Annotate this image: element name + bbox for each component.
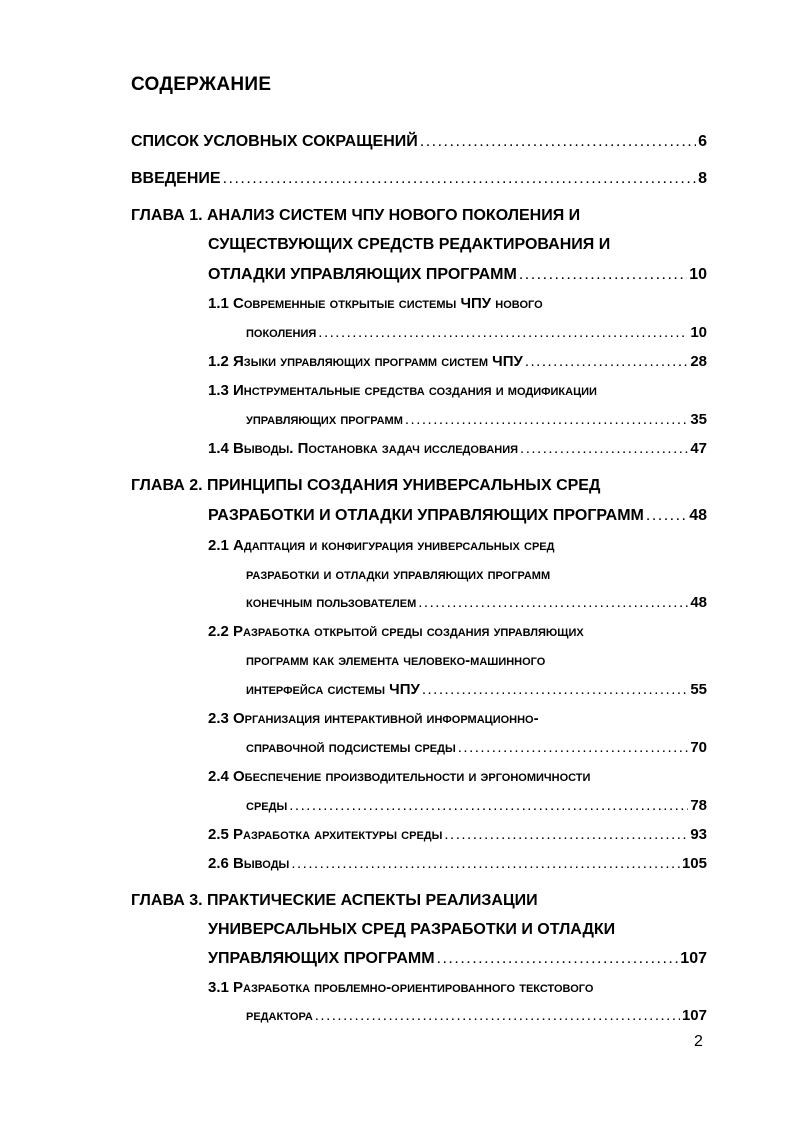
- toc-section-1-4[interactable]: [208, 440, 707, 457]
- page-title: СОДЕРЖАНИЕ: [131, 74, 272, 95]
- toc-section-2-4-line2[interactable]: [246, 797, 707, 814]
- toc-page-number: 10: [690, 324, 707, 341]
- toc-entry-introduction[interactable]: [131, 170, 707, 188]
- toc-entry-text: справочной подсистемы среды: [246, 739, 456, 756]
- toc-page-number: 28: [690, 353, 707, 370]
- toc-entry-text: конечным пользователем: [246, 594, 417, 611]
- toc-page-number: 8: [698, 170, 707, 187]
- leader-dots: [318, 324, 688, 341]
- toc-entry-text: управляющих программ: [246, 411, 403, 428]
- toc-entry-text: среды: [246, 797, 288, 814]
- leader-dots: [418, 594, 688, 611]
- leader-dots: [519, 266, 687, 284]
- toc-page-number: 35: [690, 411, 707, 428]
- toc-section-1-1-line1[interactable]: 1.1 Современные открытые системы ЧПУ нового: [208, 295, 543, 312]
- toc-section-2-1-line1[interactable]: 2.1 Адаптация и конфигурация универсальных сред: [208, 537, 555, 554]
- toc-section-3-1-line1[interactable]: 3.1 Разработка проблемно-ориентированного текстового: [208, 979, 594, 996]
- leader-dots: [405, 411, 688, 428]
- toc-page-number: 70: [690, 739, 707, 756]
- leader-dots: [525, 353, 688, 370]
- toc-chapter-1-line2[interactable]: СУЩЕСТВУЮЩИХ СРЕДСТВ РЕДАКТИРОВАНИЯ И: [208, 236, 611, 253]
- leader-dots: [646, 507, 687, 525]
- leader-dots: [291, 855, 680, 872]
- leader-dots: [289, 797, 688, 814]
- toc-entry-text: 1.2 Языки управляющих программ систем ЧПУ: [208, 353, 523, 370]
- page-number: 2: [694, 1033, 703, 1050]
- toc-page-number: 105: [681, 855, 707, 872]
- toc-page-number: 48: [690, 594, 707, 611]
- toc-chapter-2-line2[interactable]: [208, 507, 707, 525]
- leader-dots: [437, 950, 679, 968]
- toc-entry-text: интерфейса системы ЧПУ: [246, 681, 420, 698]
- toc-page-number: 6: [698, 133, 707, 150]
- toc-section-2-5[interactable]: [208, 826, 707, 843]
- toc-chapter-2-line1[interactable]: ГЛАВА 2. ПРИНЦИПЫ СОЗДАНИЯ УНИВЕРСАЛЬНЫХ СРЕД: [131, 477, 601, 494]
- toc-section-2-4-line1[interactable]: 2.4 Обеспечение производительности и эргономичности: [208, 768, 591, 785]
- toc-section-3-1-line2[interactable]: [246, 1007, 707, 1024]
- toc-section-2-1-line2[interactable]: разработки и отладки управляющих программ: [246, 566, 551, 583]
- toc-section-1-2[interactable]: [208, 353, 707, 370]
- toc-chapter-3-line1[interactable]: ГЛАВА 3. ПРАКТИЧЕСКИЕ АСПЕКТЫ РЕАЛИЗАЦИИ: [131, 892, 538, 909]
- toc-entry-text: 1.4 Выводы. Постановка задач исследования: [208, 440, 519, 457]
- leader-dots: [444, 826, 688, 843]
- toc-page-number: 10: [689, 266, 707, 283]
- toc-entry-text: СПИСОК УСЛОВНЫХ СОКРАЩЕНИЙ: [131, 133, 418, 150]
- toc-page-number: 107: [680, 950, 707, 967]
- leader-dots: [422, 681, 688, 698]
- toc-section-2-2-line2[interactable]: программ как элемента человеко-машинного: [246, 652, 546, 669]
- toc-section-2-6[interactable]: [208, 855, 707, 872]
- leader-dots: [420, 133, 696, 151]
- toc-chapter-3-line2[interactable]: УНИВЕРСАЛЬНЫХ СРЕД РАЗРАБОТКИ И ОТЛАДКИ: [208, 921, 616, 938]
- toc-page-number: 55: [690, 681, 707, 698]
- leader-dots: [458, 739, 689, 756]
- toc-page-number: 48: [689, 507, 707, 524]
- toc-section-2-3-line1[interactable]: 2.3 Организация интерактивной информационно-: [208, 710, 539, 727]
- toc-entry-text: 2.6 Выводы: [208, 855, 290, 872]
- toc-page-number: 93: [690, 826, 707, 843]
- toc-section-2-3-line2[interactable]: [246, 739, 707, 756]
- toc-entry-text: ВВЕДЕНИЕ: [131, 170, 221, 187]
- toc-entry-abbreviations[interactable]: [131, 133, 707, 151]
- toc-page-number: 47: [690, 440, 707, 457]
- leader-dots: [315, 1007, 680, 1024]
- toc-entry-text: редактора: [246, 1007, 313, 1024]
- toc-chapter-3-line3[interactable]: [208, 950, 707, 968]
- toc-section-2-2-line1[interactable]: 2.2 Разработка открытой среды создания управляющих: [208, 623, 584, 640]
- toc-entry-text: ОТЛАДКИ УПРАВЛЯЮЩИХ ПРОГРАММ: [208, 266, 517, 283]
- toc-entry-text: поколения: [246, 324, 317, 341]
- toc-section-2-2-line3[interactable]: [246, 681, 707, 698]
- toc-entry-text: РАЗРАБОТКИ И ОТЛАДКИ УПРАВЛЯЮЩИХ ПРОГРАММ: [208, 507, 644, 524]
- toc-chapter-1-line1[interactable]: ГЛАВА 1. АНАЛИЗ СИСТЕМ ЧПУ НОВОГО ПОКОЛЕНИЯ И: [131, 207, 581, 224]
- leader-dots: [223, 170, 697, 188]
- leader-dots: [520, 440, 688, 457]
- toc-section-2-1-line3[interactable]: [246, 594, 707, 611]
- toc-section-1-3-line1[interactable]: 1.3 Инструментальные средства создания и модификации: [208, 382, 597, 399]
- toc-page-number: 107: [681, 1007, 707, 1024]
- toc-entry-text: 2.5 Разработка архитектуры среды: [208, 826, 443, 843]
- toc-section-1-3-line2[interactable]: [246, 411, 707, 428]
- toc-entry-text: УПРАВЛЯЮЩИХ ПРОГРАММ: [208, 950, 435, 967]
- toc-chapter-1-line3[interactable]: [208, 266, 707, 284]
- toc-page-number: 78: [690, 797, 707, 814]
- toc-section-1-1-line2[interactable]: [246, 324, 707, 341]
